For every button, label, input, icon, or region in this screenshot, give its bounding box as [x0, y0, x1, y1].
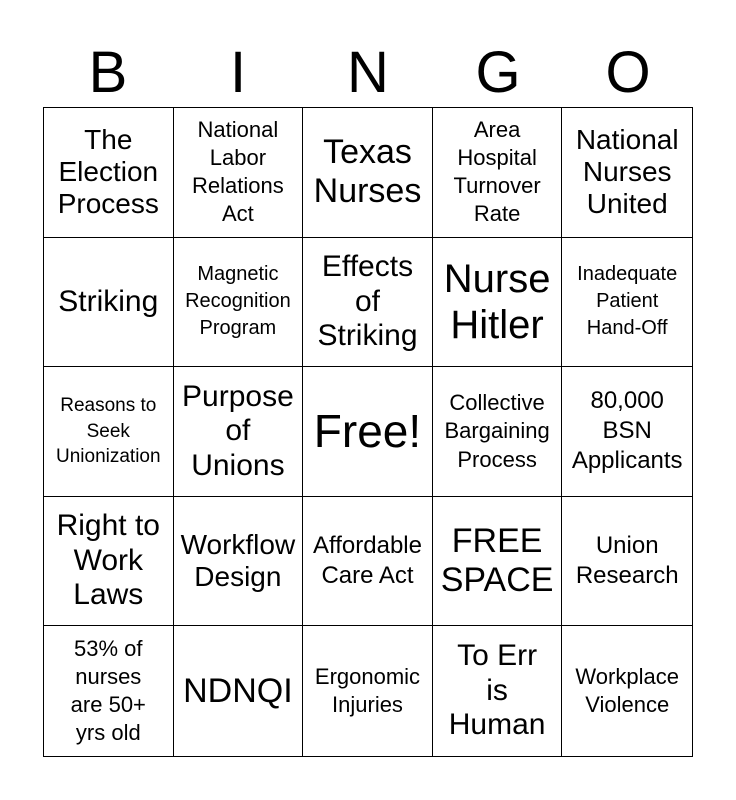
cell-label: 80,000 BSN Applicants [571, 387, 683, 475]
cell-label: Nurse Hitler [443, 256, 551, 347]
cell-label: Reasons to Seek Unionization [56, 395, 161, 468]
header-letter-b: B [88, 40, 128, 105]
bingo-cell-r2c1[interactable] [44, 238, 174, 368]
bingo-cell-r2c2[interactable] [174, 238, 304, 368]
cell-label: The Election Process [57, 124, 159, 220]
bingo-cell-r1c3[interactable] [303, 108, 433, 238]
cell-label: Union Research [575, 532, 679, 590]
bingo-cell-r2c4[interactable] [433, 238, 563, 368]
bingo-cell-r5c1[interactable] [44, 626, 174, 756]
cell-label: Affordable Care Act [313, 532, 422, 590]
bingo-cell-r5c2[interactable] [174, 626, 304, 756]
bingo-cell-r2c5[interactable] [562, 238, 692, 368]
cell-label: Texas Nurses [313, 133, 422, 211]
bingo-cell-r1c5[interactable] [562, 108, 692, 238]
header-letter-g: G [475, 40, 521, 105]
bingo-cell-r3c2[interactable] [174, 367, 304, 497]
bingo-cell-r2c3[interactable] [303, 238, 433, 368]
bingo-cell-r5c5[interactable] [562, 626, 692, 756]
header-letter-i: I [229, 40, 247, 105]
bingo-cell-r3c4[interactable] [433, 367, 563, 497]
cell-label: Right to Work Laws [56, 509, 160, 612]
bingo-cell-r4c5[interactable] [562, 497, 692, 627]
cell-label: Striking [58, 284, 159, 318]
bingo-board [43, 107, 693, 757]
cell-label: Purpose of Unions [182, 379, 294, 482]
cell-label: Effects of Striking [317, 250, 418, 353]
bingo-cell-r1c2[interactable] [174, 108, 304, 238]
cell-label: Ergonomic Injuries [314, 664, 421, 718]
cell-label: FREE SPACE [440, 522, 554, 600]
bingo-cell-r3c3[interactable] [303, 367, 433, 497]
bingo-cell-r1c1[interactable] [44, 108, 174, 238]
cell-label: National Nurses United [575, 124, 679, 220]
cell-label: To Err is Human [448, 639, 546, 742]
bingo-cell-r1c4[interactable] [433, 108, 563, 238]
bingo-cell-r5c3[interactable] [303, 626, 433, 756]
cell-label: Inadequate Patient Hand-Off [577, 263, 678, 340]
bingo-header [43, 38, 693, 108]
bingo-cell-r4c4[interactable] [433, 497, 563, 627]
bingo-cell-r3c1[interactable] [44, 367, 174, 497]
cell-label: Area Hospital Turnover Rate [453, 116, 541, 227]
bingo-cell-r4c2[interactable] [174, 497, 304, 627]
cell-label: Workplace Violence [575, 664, 679, 718]
header-letter-n: N [347, 40, 389, 105]
bingo-cell-r3c5[interactable] [562, 367, 692, 497]
header-letter-o: O [605, 40, 651, 105]
cell-label: Collective Bargaining Process [444, 390, 550, 472]
cell-label: 53% of nurses are 50+ yrs old [70, 635, 146, 746]
bingo-cell-r4c1[interactable] [44, 497, 174, 627]
cell-label: NDNQI [183, 671, 293, 710]
bingo-cell-r5c4[interactable] [433, 626, 563, 756]
bingo-cell-r4c3[interactable] [303, 497, 433, 627]
cell-label: Magnetic Recognition Program [185, 263, 291, 340]
cell-label: National Labor Relations Act [192, 116, 284, 227]
cell-label: Workflow Design [180, 528, 296, 593]
cell-label: Free! [313, 405, 422, 458]
